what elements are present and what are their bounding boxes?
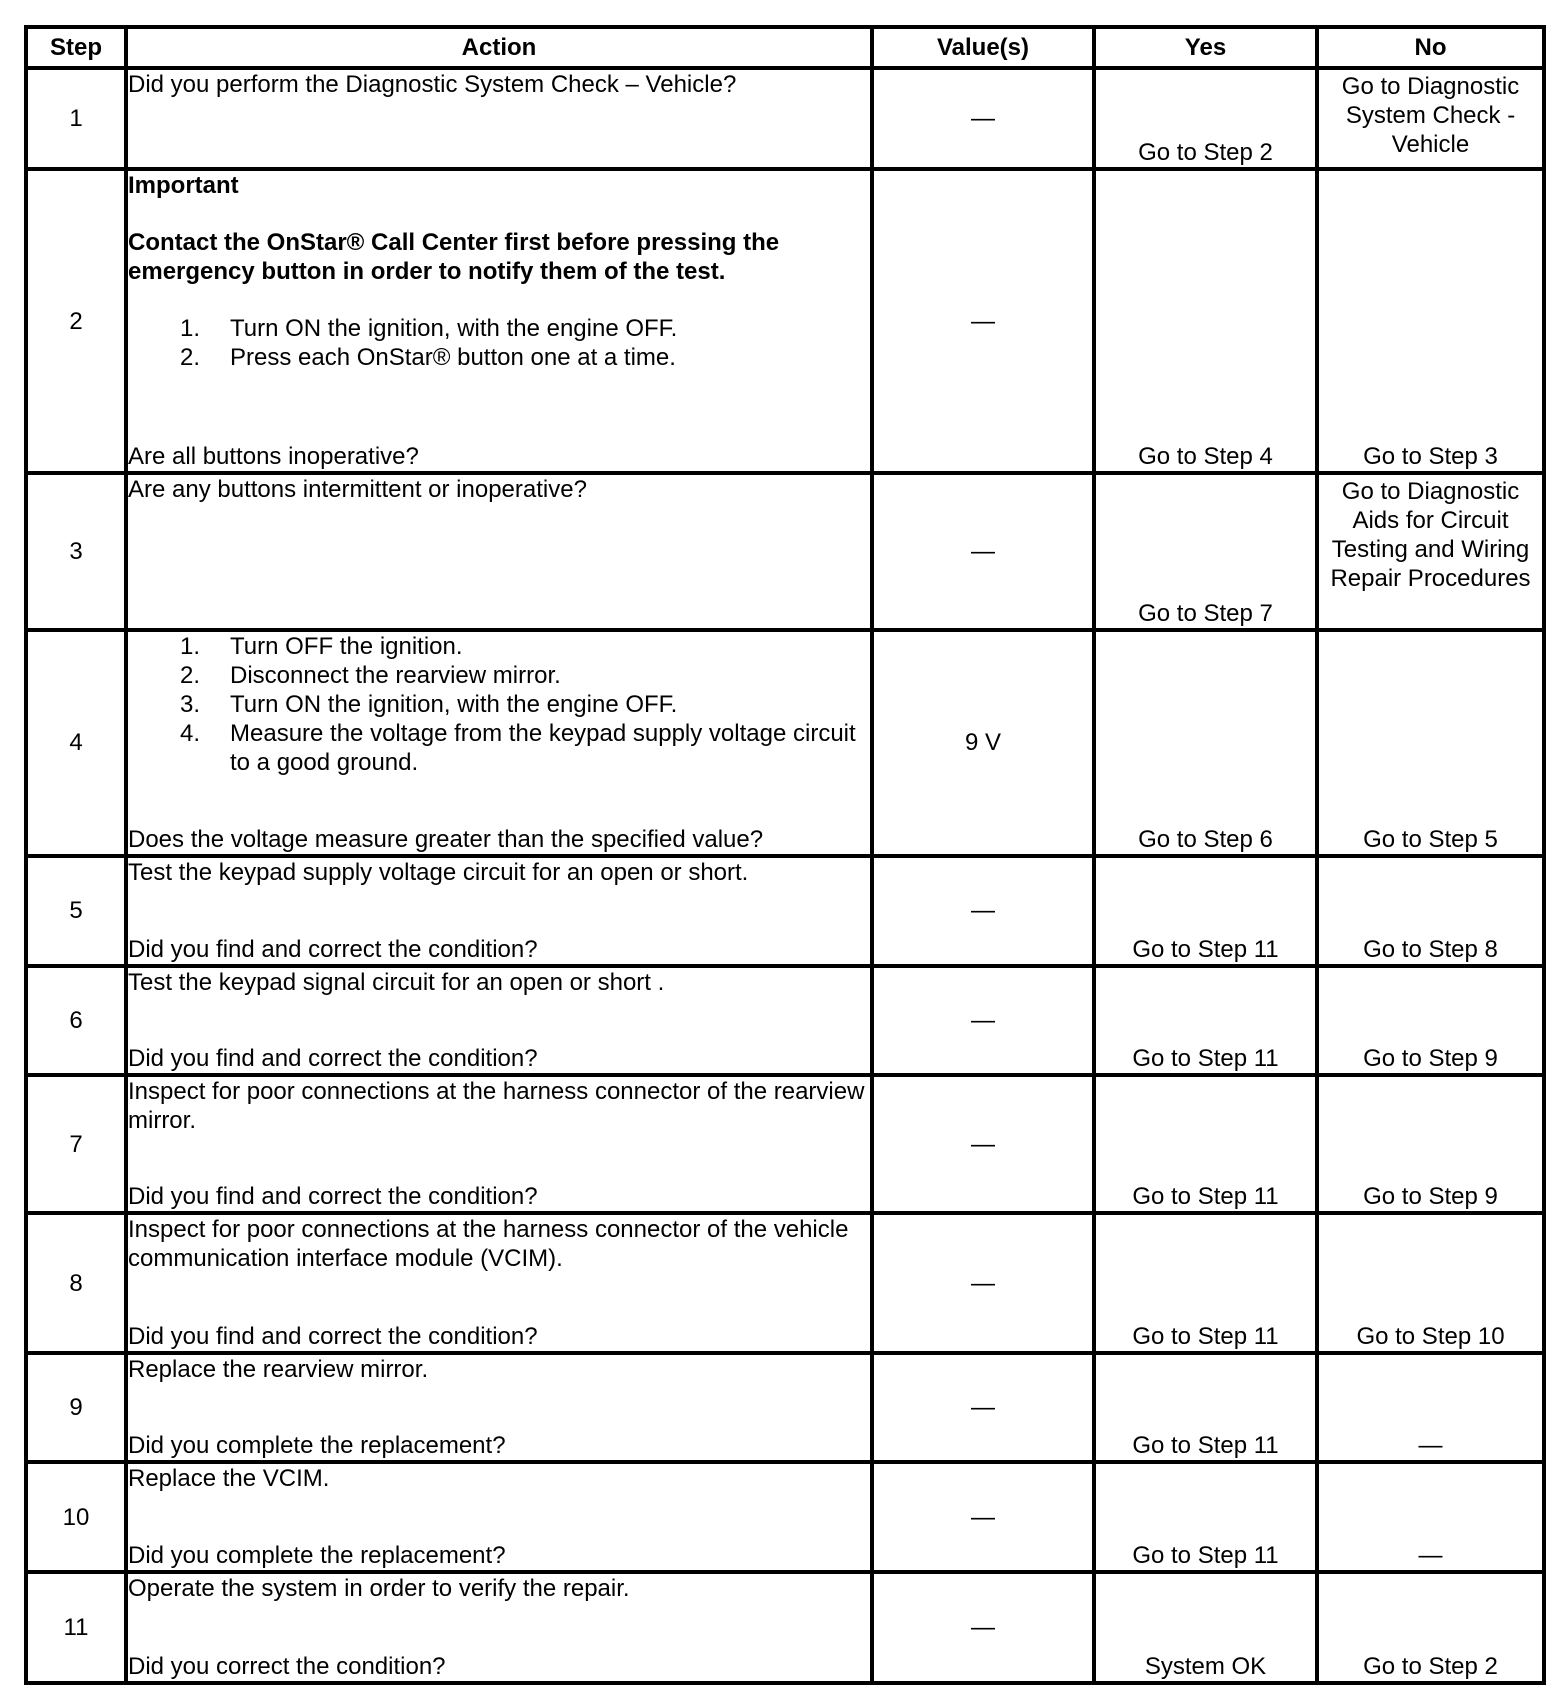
step-number: 11 bbox=[26, 1572, 126, 1683]
step-number: 5 bbox=[26, 856, 126, 966]
no-cell: Go to Step 10 bbox=[1317, 1213, 1544, 1352]
value-cell: — bbox=[872, 1213, 1094, 1352]
value-cell: — bbox=[872, 473, 1094, 630]
substep-number: 2. bbox=[180, 344, 201, 372]
question-text: Did you complete the replacement? bbox=[128, 1542, 506, 1570]
step-number: 6 bbox=[26, 966, 126, 1076]
no-cell: Go to Step 8 bbox=[1317, 856, 1544, 966]
table-row bbox=[26, 1462, 1544, 1572]
value-cell: — bbox=[872, 966, 1094, 1076]
action-text: Replace the rearview mirror. bbox=[128, 1355, 429, 1383]
substep-number: 3. bbox=[180, 690, 201, 718]
action-cell bbox=[126, 1213, 872, 1352]
table-row bbox=[26, 1572, 1544, 1683]
step-number: 3 bbox=[26, 473, 126, 630]
no-cell: Go to Diagnostic Aids for Circuit Testing and Wiring Repair Procedures bbox=[1317, 473, 1544, 630]
table-row bbox=[26, 1213, 1544, 1352]
substep-text: Turn ON the ignition, with the engine OFF. bbox=[230, 315, 678, 343]
table-row bbox=[26, 856, 1544, 966]
header-no: No bbox=[1317, 27, 1544, 68]
yes-cell: Go to Step 4 bbox=[1094, 169, 1317, 473]
yes-cell: Go to Step 11 bbox=[1094, 966, 1317, 1076]
substep-text: Turn OFF the ignition. bbox=[230, 632, 463, 660]
no-cell: Go to Diagnostic System Check - Vehicle bbox=[1317, 68, 1544, 169]
step-number: 2 bbox=[26, 169, 126, 473]
yes-cell: Go to Step 11 bbox=[1094, 1462, 1317, 1572]
question-text: Did you find and correct the condition? bbox=[128, 935, 538, 963]
action-cell bbox=[126, 68, 872, 169]
action-text: Did you perform the Diagnostic System Check – Vehicle? bbox=[128, 71, 737, 98]
no-cell: Go to Step 5 bbox=[1317, 630, 1544, 856]
action-cell bbox=[126, 856, 872, 966]
action-text: Test the keypad signal circuit for an open or short . bbox=[128, 968, 665, 996]
question-text: Does the voltage measure greater than the specified value? bbox=[128, 825, 764, 853]
list-item bbox=[128, 690, 870, 719]
value-cell: — bbox=[872, 856, 1094, 966]
substep-text: Measure the voltage from the keypad supply voltage circuit to a good ground. bbox=[230, 719, 856, 776]
yes-cell: System OK bbox=[1094, 1572, 1317, 1683]
diagnostic-table bbox=[24, 25, 1546, 1685]
table-row bbox=[26, 966, 1544, 1076]
action-cell bbox=[126, 473, 872, 630]
action-cell bbox=[126, 1572, 872, 1683]
action-cell bbox=[126, 1353, 872, 1463]
value-cell: — bbox=[872, 169, 1094, 473]
step-number: 10 bbox=[26, 1462, 126, 1572]
list-item bbox=[128, 343, 870, 372]
action-cell bbox=[126, 966, 872, 1076]
no-cell: — bbox=[1317, 1353, 1544, 1463]
value-cell: 9 V bbox=[872, 630, 1094, 856]
list-item bbox=[128, 632, 870, 661]
action-text: Test the keypad supply voltage circuit for an open or short. bbox=[128, 858, 749, 886]
header-step: Step bbox=[26, 27, 126, 68]
yes-cell: Go to Step 11 bbox=[1094, 1353, 1317, 1463]
action-cell bbox=[126, 630, 872, 856]
step-number: 1 bbox=[26, 68, 126, 169]
header-row bbox=[26, 27, 1544, 68]
yes-cell: Go to Step 6 bbox=[1094, 630, 1317, 856]
table-row bbox=[26, 1075, 1544, 1213]
substep-text: Press each OnStar® button one at a time. bbox=[230, 344, 676, 372]
value-cell: — bbox=[872, 68, 1094, 169]
question-text: Did you find and correct the condition? bbox=[128, 1183, 538, 1211]
no-cell: Go to Step 2 bbox=[1317, 1572, 1544, 1683]
no-cell: Go to Step 9 bbox=[1317, 1075, 1544, 1213]
value-cell: — bbox=[872, 1572, 1094, 1683]
step-number: 9 bbox=[26, 1353, 126, 1463]
important-note: Contact the OnStar® Call Center first before pressing the emergency button in order to notify them of the test. bbox=[128, 229, 780, 286]
action-text: Are any buttons intermittent or inoperative? bbox=[128, 476, 587, 504]
substep-list bbox=[128, 632, 870, 777]
action-text: Replace the VCIM. bbox=[128, 1465, 330, 1493]
table-row bbox=[26, 169, 1544, 473]
question-text: Did you find and correct the condition? bbox=[128, 1322, 538, 1350]
table-row bbox=[26, 1353, 1544, 1463]
table-row bbox=[26, 473, 1544, 630]
header-action: Action bbox=[126, 27, 872, 68]
step-number: 7 bbox=[26, 1075, 126, 1213]
no-cell: — bbox=[1317, 1462, 1544, 1572]
action-text: Operate the system in order to verify the repair. bbox=[128, 1575, 630, 1603]
action-cell bbox=[126, 169, 872, 473]
list-item bbox=[128, 661, 870, 690]
header-yes: Yes bbox=[1094, 27, 1317, 68]
substep-list bbox=[128, 314, 870, 372]
question-text: Did you correct the condition? bbox=[128, 1653, 446, 1680]
substep-number: 1. bbox=[180, 632, 201, 660]
list-item bbox=[128, 719, 870, 777]
question-text: Did you find and correct the condition? bbox=[128, 1045, 538, 1073]
yes-cell: Go to Step 7 bbox=[1094, 473, 1317, 630]
question-text: Did you complete the replacement? bbox=[128, 1432, 506, 1460]
substep-number: 1. bbox=[180, 315, 201, 343]
table-row bbox=[26, 630, 1544, 856]
no-cell: Go to Step 9 bbox=[1317, 966, 1544, 1076]
value-cell: — bbox=[872, 1462, 1094, 1572]
no-cell: Go to Step 3 bbox=[1317, 169, 1544, 473]
step-number: 4 bbox=[26, 630, 126, 856]
important-title: Important bbox=[128, 172, 239, 200]
list-item bbox=[128, 314, 870, 343]
yes-cell: Go to Step 11 bbox=[1094, 1075, 1317, 1213]
yes-cell: Go to Step 11 bbox=[1094, 1213, 1317, 1352]
step-number: 8 bbox=[26, 1213, 126, 1352]
substep-number: 4. bbox=[180, 719, 201, 747]
table-row bbox=[26, 68, 1544, 169]
substep-number: 2. bbox=[180, 661, 201, 689]
value-cell: — bbox=[872, 1075, 1094, 1213]
value-cell: — bbox=[872, 1353, 1094, 1463]
action-cell bbox=[126, 1075, 872, 1213]
action-text: Inspect for poor connections at the harness connector of the rearview mirror. bbox=[128, 1078, 865, 1135]
header-values: Value(s) bbox=[872, 27, 1094, 68]
action-text: Inspect for poor connections at the harness connector of the vehicle communication interface module (VCIM). bbox=[128, 1216, 849, 1273]
action-cell bbox=[126, 1462, 872, 1572]
substep-text: Turn ON the ignition, with the engine OFF. bbox=[230, 690, 678, 718]
question-text: Are all buttons inoperative? bbox=[128, 443, 419, 471]
substep-text: Disconnect the rearview mirror. bbox=[230, 661, 561, 689]
yes-cell: Go to Step 2 bbox=[1094, 68, 1317, 169]
yes-cell: Go to Step 11 bbox=[1094, 856, 1317, 966]
